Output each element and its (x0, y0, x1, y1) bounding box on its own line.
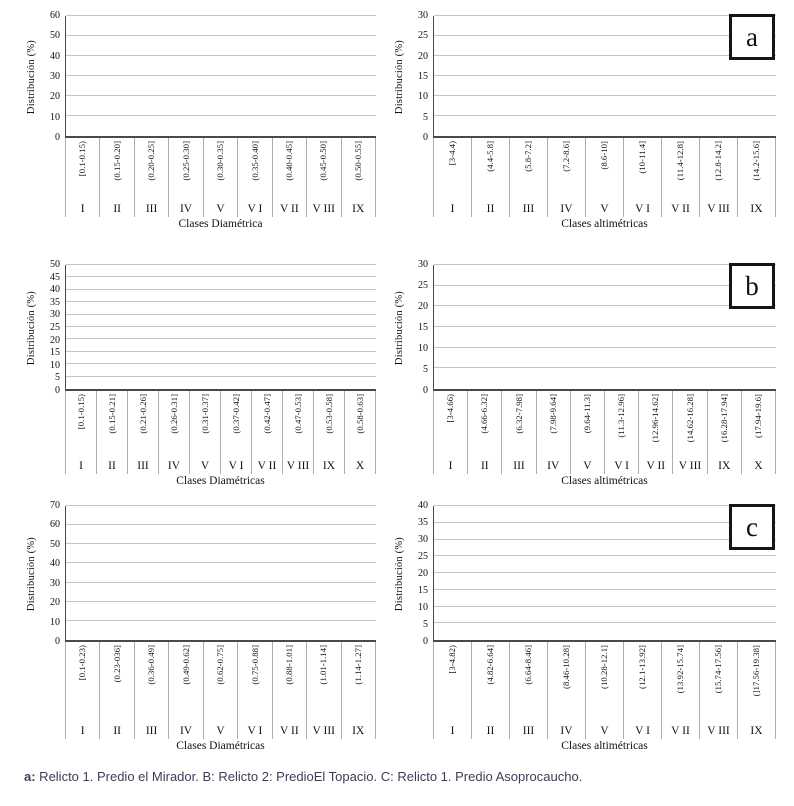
category-labels (65, 138, 376, 200)
caption-text: Relicto 1. Predio el Mirador. B: Relicto 2: PredioEl Topacio. C: Relicto 1. Predio Asoprocaucho. (35, 769, 583, 784)
y-tick-label: 25 (418, 280, 428, 291)
category-label: (12.96-14.62] (650, 394, 661, 443)
class-numeral: IX (342, 200, 376, 217)
class-numeral: X (742, 457, 776, 474)
y-tick-label: 10 (50, 616, 60, 628)
class-numeral: III (135, 200, 169, 217)
plot-area (65, 506, 376, 642)
category-label: (12.8-14.2] (713, 141, 724, 181)
class-numeral: V I (605, 457, 639, 474)
category-label: (6.32-7.98] (513, 394, 524, 434)
category-labels (433, 138, 776, 200)
category-cell (624, 138, 662, 200)
category-cell (468, 391, 502, 457)
y-tick-label: 30 (50, 71, 60, 82)
category-cell (548, 642, 586, 722)
class-numeral: III (510, 200, 548, 217)
figure-row-1 (24, 10, 784, 233)
category-label: (16.28-17.94] (718, 394, 729, 443)
category-cell (673, 391, 707, 457)
category-cell (283, 391, 314, 457)
category-cell (605, 391, 639, 457)
category-cell (65, 138, 100, 200)
y-tick-label: 10 (418, 343, 428, 354)
class-numeral: V III (307, 200, 341, 217)
x-axis-title: Clases altimétricas (561, 218, 648, 230)
category-cell (190, 391, 221, 457)
class-numeral: V II (252, 457, 283, 474)
category-cell (169, 138, 203, 200)
y-tick-label: 0 (55, 132, 60, 143)
class-numerals (433, 200, 776, 217)
category-cell (342, 642, 376, 722)
class-numeral: V II (273, 722, 307, 739)
category-cell (662, 138, 700, 200)
class-numeral: IV (537, 457, 571, 474)
chart-altimetric-relicto1 (392, 10, 776, 233)
category-cell (204, 642, 238, 722)
category-cell (128, 391, 159, 457)
category-cell (238, 642, 272, 722)
category-cell (100, 138, 134, 200)
category-label: (0.23-036] (111, 645, 122, 683)
category-label: (4.4-5.8] (485, 141, 496, 172)
class-numeral: I (65, 200, 100, 217)
y-tick-label: 40 (50, 50, 60, 62)
category-label: (0.30-0.35] (215, 141, 226, 181)
y-axis-title-wrap (24, 16, 39, 138)
x-axis-title: Clases Diamétricas (176, 475, 265, 487)
y-axis-title: Distribución (%) (26, 290, 37, 366)
category-label: (1.14-1.27] (352, 645, 363, 685)
category-label: (0.58-0.63] (354, 394, 365, 434)
bar-series (434, 16, 776, 136)
y-tick-label: 30 (418, 259, 428, 270)
category-cell (537, 391, 571, 457)
category-labels (433, 391, 776, 457)
y-tick-label: 25 (418, 551, 428, 562)
category-label: (15.74-17.56] (713, 645, 724, 694)
y-axis-ticks (407, 259, 433, 396)
bar-series (434, 265, 776, 389)
class-numeral: V (204, 200, 238, 217)
y-axis-title: Distribución (%) (26, 39, 37, 115)
class-numeral: III (128, 457, 159, 474)
chart-altimetric-relicto3 (392, 500, 776, 755)
class-numeral: V II (639, 457, 673, 474)
class-numeral: V III (700, 200, 738, 217)
category-cell (345, 391, 376, 457)
category-label: [0.1-0.23) (77, 645, 88, 681)
category-cell (624, 642, 662, 722)
category-cell (472, 642, 510, 722)
y-tick-label: 5 (423, 111, 428, 123)
y-axis-title: Distribución (%) (26, 536, 37, 612)
category-cell (472, 138, 510, 200)
category-label: [3-4.82) (447, 645, 458, 674)
category-cell (586, 642, 624, 722)
chart-diametric-relicto2 (24, 259, 376, 490)
category-cell (252, 391, 283, 457)
class-numeral: III (135, 722, 169, 739)
x-axis-title: Clases altimétricas (561, 475, 648, 487)
category-cell (548, 138, 586, 200)
category-cell (662, 642, 700, 722)
category-cell (97, 391, 128, 457)
y-tick-label: 35 (50, 296, 60, 308)
category-labels (433, 642, 776, 722)
y-tick-label: 40 (50, 284, 60, 296)
class-numeral: III (510, 722, 548, 739)
x-axis-title: Clases Diamétrica (178, 218, 263, 230)
y-axis-ticks (407, 10, 433, 143)
plot-area (433, 16, 776, 138)
category-cell (273, 138, 307, 200)
y-tick-label: 45 (50, 271, 60, 283)
category-label: (4.66-6.32] (479, 394, 490, 434)
bar-series (434, 506, 776, 640)
y-tick-label: 20 (418, 50, 428, 62)
y-tick-label: 5 (55, 372, 60, 384)
class-numerals (65, 722, 376, 739)
category-cell (510, 138, 548, 200)
class-numeral: V I (238, 200, 272, 217)
y-tick-label: 10 (418, 602, 428, 613)
category-cell (700, 138, 738, 200)
y-tick-label: 10 (50, 359, 60, 371)
y-tick-label: 60 (50, 10, 60, 21)
class-numeral: V I (624, 200, 662, 217)
y-axis-title: Distribución (%) (394, 536, 405, 612)
class-numeral: IX (738, 200, 776, 217)
category-cell (708, 391, 742, 457)
class-numeral: IX (342, 722, 376, 739)
category-label: (9.64-11.3] (582, 394, 593, 434)
y-tick-label: 15 (418, 585, 428, 596)
y-tick-label: 20 (50, 91, 60, 103)
category-label: (11.4-12.8] (675, 141, 686, 181)
chart-diametric-relicto3 (24, 500, 376, 755)
category-cell (433, 138, 472, 200)
figure-caption (24, 769, 784, 784)
y-tick-label: 50 (50, 538, 60, 550)
class-numeral: I (433, 457, 468, 474)
category-labels (65, 642, 376, 722)
category-label: (11.3-12.96] (616, 394, 627, 438)
category-label: (0.31-0.37] (199, 394, 210, 434)
category-cell (135, 642, 169, 722)
y-tick-label: 20 (50, 334, 60, 346)
y-axis-ticks (39, 259, 65, 396)
category-label: (0.50-0.55] (352, 141, 363, 181)
class-numeral: V III (283, 457, 314, 474)
y-tick-label: 0 (55, 385, 60, 396)
category-label: [0.1-0.15) (75, 394, 86, 430)
y-axis-title: Distribución (%) (394, 39, 405, 115)
class-numeral: I (65, 722, 100, 739)
class-numerals (65, 457, 376, 474)
class-numeral: II (100, 200, 134, 217)
class-numeral: IV (159, 457, 190, 474)
category-label: (12.1-13.92] (637, 645, 648, 689)
category-label: (8.6-10] (599, 141, 610, 170)
category-label: (0.62-0.75] (215, 645, 226, 685)
category-label: (0.53-0.58] (323, 394, 334, 434)
class-numeral: V III (307, 722, 341, 739)
category-label: (0.21-0.26] (137, 394, 148, 434)
category-label: (7.2-8.6] (561, 141, 572, 172)
category-label: (7.98-9.64] (547, 394, 558, 434)
category-label: (10.28-12.1] (599, 645, 610, 689)
class-numeral: IV (169, 722, 203, 739)
y-axis-title-wrap (24, 506, 39, 642)
y-tick-label: 0 (55, 636, 60, 647)
category-label: (0.35-0.40] (249, 141, 260, 181)
class-numeral: IV (169, 200, 203, 217)
class-numeral: V I (624, 722, 662, 739)
category-label: (10-11.4] (637, 141, 648, 174)
y-axis-title: Distribución (%) (394, 290, 405, 366)
category-cell (307, 642, 341, 722)
class-numerals (433, 457, 776, 474)
class-numeral: V (586, 200, 624, 217)
category-labels (65, 391, 376, 457)
category-cell (169, 642, 203, 722)
category-label: [0.1-0.15) (77, 141, 88, 177)
x-axis-title: Clases Diamétricas (176, 740, 265, 752)
category-cell (342, 138, 376, 200)
class-numeral: IX (708, 457, 742, 474)
category-cell (273, 642, 307, 722)
category-label: (0.49-0.62] (180, 645, 191, 685)
category-cell (238, 138, 272, 200)
figure-row-3 (24, 500, 784, 755)
plot-area (65, 265, 376, 391)
class-numeral: IV (548, 200, 586, 217)
y-tick-label: 10 (50, 111, 60, 123)
class-numeral: IV (548, 722, 586, 739)
panel-letter: b (729, 263, 775, 309)
class-numeral: V III (700, 722, 738, 739)
y-tick-label: 30 (50, 577, 60, 589)
y-tick-label: 50 (50, 30, 60, 42)
category-cell (65, 391, 97, 457)
y-tick-label: 20 (418, 301, 428, 312)
class-numeral: IX (314, 457, 345, 474)
class-numeral: II (472, 200, 510, 217)
category-cell (159, 391, 190, 457)
y-axis-title-wrap (392, 265, 407, 391)
y-tick-label: 35 (418, 517, 428, 528)
class-numerals (433, 722, 776, 739)
y-tick-label: 5 (423, 364, 428, 375)
bar-series (66, 506, 376, 640)
category-label: (0.40-0.45] (283, 141, 294, 181)
class-numeral: V (204, 722, 238, 739)
y-tick-label: 25 (418, 30, 428, 42)
y-tick-label: 20 (50, 597, 60, 609)
category-label: (0.75-0.88] (249, 645, 260, 685)
class-numeral: V I (238, 722, 272, 739)
y-tick-label: 40 (50, 558, 60, 570)
class-numeral: V II (662, 200, 700, 217)
class-numeral: II (97, 457, 128, 474)
class-numeral: II (100, 722, 134, 739)
y-tick-label: 15 (50, 347, 60, 359)
class-numeral: V (586, 722, 624, 739)
category-label: (0.47-0.53] (292, 394, 303, 434)
y-axis-title-wrap (392, 16, 407, 138)
y-tick-label: 30 (418, 10, 428, 21)
panel-letter: c (729, 504, 775, 550)
category-label: (0.36-0.49] (146, 645, 157, 685)
category-label: (5.8-7.2] (523, 141, 534, 172)
bar-series (66, 265, 376, 389)
category-cell (100, 642, 134, 722)
figure-row-2 (24, 259, 784, 490)
category-cell (135, 138, 169, 200)
caption-lead: a: (24, 769, 36, 784)
y-axis-title-wrap (24, 265, 39, 391)
category-cell (433, 642, 472, 722)
chart-diametric-relicto1 (24, 10, 376, 233)
y-tick-label: 0 (423, 385, 428, 396)
class-numeral: II (472, 722, 510, 739)
y-axis-ticks (407, 500, 433, 647)
category-cell (433, 391, 468, 457)
y-tick-label: 30 (418, 534, 428, 545)
category-label: (0.25-0.30] (180, 141, 191, 181)
category-label: (17.94-19.6] (753, 394, 764, 438)
chart-altimetric-relicto2 (392, 259, 776, 490)
category-label: (14.62-16.28] (684, 394, 695, 443)
category-label: (14.2-15.6] (751, 141, 762, 181)
category-cell (510, 642, 548, 722)
x-axis-title: Clases altimétricas (561, 740, 648, 752)
class-numeral: V I (221, 457, 252, 474)
category-cell (204, 138, 238, 200)
plot-area (433, 506, 776, 642)
class-numeral: V II (273, 200, 307, 217)
class-numeral: III (502, 457, 536, 474)
category-cell (586, 138, 624, 200)
class-numeral: V (190, 457, 221, 474)
y-tick-label: 20 (418, 568, 428, 579)
category-cell (314, 391, 345, 457)
y-tick-label: 5 (423, 619, 428, 630)
class-numeral: V II (662, 722, 700, 739)
category-label: (6.64-8.46] (523, 645, 534, 685)
y-tick-label: 70 (50, 500, 60, 511)
category-cell (742, 391, 776, 457)
y-tick-label: 0 (423, 132, 428, 143)
category-label: (1.01-1.14] (318, 645, 329, 685)
category-label: (8.46-10.28] (561, 645, 572, 689)
y-tick-label: 15 (418, 322, 428, 333)
category-label: (0.15-0.21] (106, 394, 117, 434)
category-label: (0.45-0.50] (318, 141, 329, 181)
category-cell (307, 138, 341, 200)
class-numeral: II (468, 457, 502, 474)
class-numeral: I (433, 722, 472, 739)
panel-letter: a (729, 14, 775, 60)
y-tick-label: 30 (50, 309, 60, 321)
y-tick-label: 50 (50, 259, 60, 270)
category-cell (738, 642, 776, 722)
class-numeral: I (65, 457, 97, 474)
category-label: (0.15-0.20] (111, 141, 122, 181)
y-axis-ticks (39, 500, 65, 647)
category-label: (0.20-0.25] (146, 141, 157, 181)
class-numeral: X (345, 457, 376, 474)
y-tick-label: 10 (418, 91, 428, 103)
category-label: (0.26-0.31] (168, 394, 179, 434)
category-cell (700, 642, 738, 722)
plot-area (65, 16, 376, 138)
class-numerals (65, 200, 376, 217)
bar-series (66, 16, 376, 136)
y-tick-label: 60 (50, 519, 60, 531)
class-numeral: I (433, 200, 472, 217)
category-label: (]17.56-19.38] (751, 645, 762, 697)
class-numeral: V (571, 457, 605, 474)
category-label: [3-4.4) (447, 141, 458, 166)
y-axis-ticks (39, 10, 65, 143)
category-label: (0.88-1.01] (283, 645, 294, 685)
category-cell (65, 642, 100, 722)
category-cell (221, 391, 252, 457)
category-cell (502, 391, 536, 457)
y-tick-label: 40 (418, 500, 428, 511)
category-cell (571, 391, 605, 457)
plot-area (433, 265, 776, 391)
category-cell (639, 391, 673, 457)
y-axis-title-wrap (392, 506, 407, 642)
class-numeral: IX (738, 722, 776, 739)
category-cell (738, 138, 776, 200)
category-label: [3-4.66) (445, 394, 456, 423)
y-tick-label: 25 (50, 322, 60, 333)
class-numeral: V III (673, 457, 707, 474)
y-tick-label: 15 (418, 71, 428, 82)
y-tick-label: 0 (423, 636, 428, 647)
category-label: (0.42-0.47] (261, 394, 272, 434)
category-label: (13.92-15.74] (675, 645, 686, 694)
category-label: (4.82-6.64] (485, 645, 496, 685)
category-label: (0.37-0.42] (230, 394, 241, 434)
